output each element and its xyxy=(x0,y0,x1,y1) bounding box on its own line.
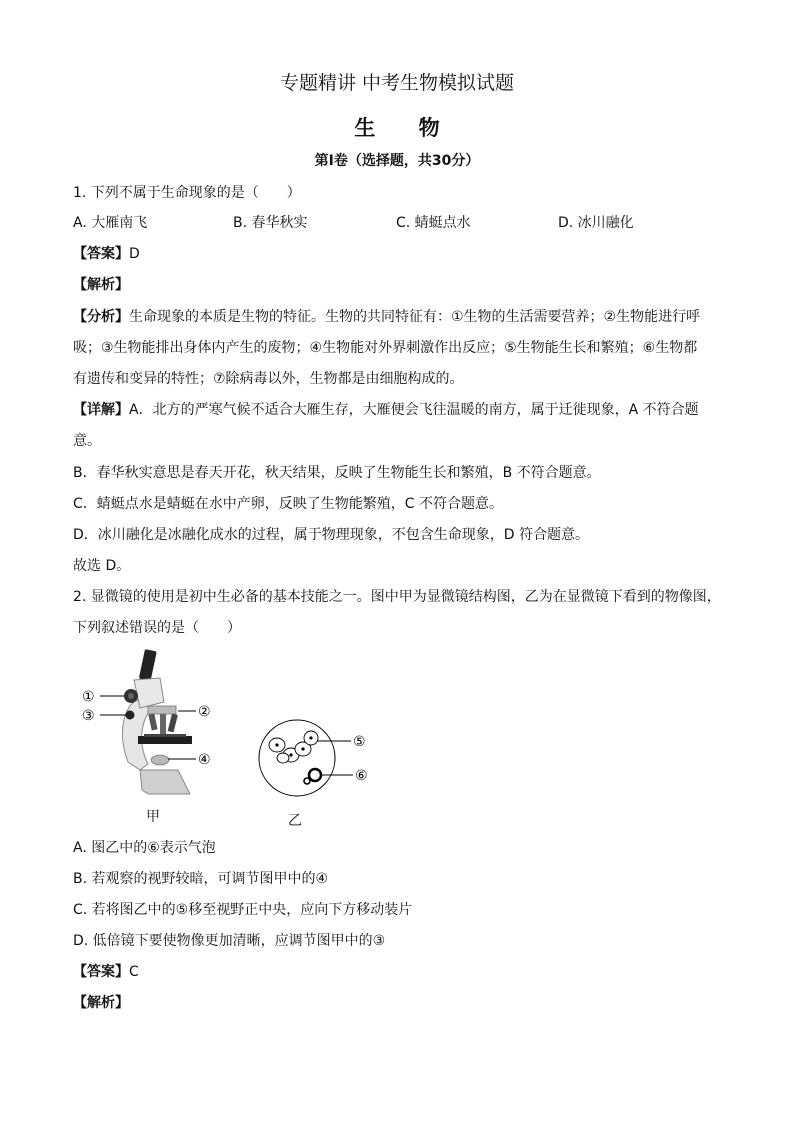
figure-label-jia: 甲 xyxy=(146,809,160,825)
q2-option-b: B. 若观察的视野较暗，可调节图甲中的④ xyxy=(73,871,329,887)
answer-value: C xyxy=(129,964,139,980)
page-title: 专题精讲 中考生物模拟试题 xyxy=(279,72,515,94)
marker-1: ① xyxy=(82,689,95,705)
q2-stem-line-1: 2. 显微镜的使用是初中生必备的基本技能之一。图中甲为显微镜结构图，乙为在显微镜下看到的物像图， xyxy=(73,589,721,605)
q1-analysis-tag: 【解析】 xyxy=(73,277,129,293)
q1-option-d: D. 冰川融化 xyxy=(558,215,634,231)
figure-label-yi: 乙 xyxy=(288,813,302,829)
q1-option-a: A. 大雁南飞 xyxy=(73,215,148,231)
xiangjie-text: A．北方的严寒气候不适合大雁生存，大雁便会飞往温暖的南方，属于迁徙现象，A 不符合题 xyxy=(129,402,699,418)
q1-xiangjie-line-2: 意。 xyxy=(73,433,101,449)
q1-xiangjie-line-3: B．春华秋实意思是春天开花，秋天结果，反映了生物能生长和繁殖，B 不符合题意。 xyxy=(73,465,601,481)
answer-value: D xyxy=(129,246,140,262)
marker-4: ④ xyxy=(198,752,211,768)
xiangjie-tag: 【详解】 xyxy=(73,402,129,418)
q2-answer xyxy=(73,962,139,982)
answer-tag: 【答案】 xyxy=(73,964,129,980)
microscope-figure xyxy=(78,644,228,804)
q1-option-c: C. 蜻蜓点水 xyxy=(396,215,471,231)
q1-fenxi-line-1 xyxy=(73,307,700,327)
q1-option-b: B. 春华秋实 xyxy=(233,215,308,231)
q2-option-d: D. 低倍镜下要使物像更加清晰，应调节图甲中的③ xyxy=(73,933,386,949)
q1-xiangjie-line-4: C．蜻蜓点水是蜻蜓在水中产卵，反映了生物能繁殖，C 不符合题意。 xyxy=(73,496,503,512)
q1-stem: 1. 下列不属于生命现象的是（ ） xyxy=(73,185,301,201)
q1-answer xyxy=(73,244,140,264)
marker-5: ⑤ xyxy=(353,734,366,750)
q1-fenxi-line-3: 有遗传和变异的特性；⑦除病毒以外，生物都是由细胞构成的。 xyxy=(73,371,464,387)
q2-option-a: A. 图乙中的⑥表示气泡 xyxy=(73,840,216,856)
subject-heading: 生 物 xyxy=(354,116,458,140)
fenxi-text: 生命现象的本质是生物的特征。生物的共同特征有：①生物的生活需要营养；②生物能进行呼 xyxy=(129,309,701,325)
q1-xiangjie-line-6: 故选 D。 xyxy=(73,558,131,574)
answer-tag: 【答案】 xyxy=(73,246,129,262)
marker-2: ② xyxy=(198,704,211,720)
marker-6: ⑥ xyxy=(355,768,368,784)
section-heading: 第Ⅰ卷（选择题，共30分） xyxy=(314,153,480,169)
field-of-view-figure xyxy=(255,712,385,812)
q2-analysis-tag: 【解析】 xyxy=(73,995,129,1011)
q1-xiangjie-line-1 xyxy=(73,400,699,420)
fenxi-tag: 【分析】 xyxy=(73,309,129,325)
marker-3: ③ xyxy=(82,708,95,724)
q2-option-c: C. 若将图乙中的⑤移至视野正中央，应向下方移动装片 xyxy=(73,902,413,918)
q1-xiangjie-line-5: D．冰川融化是冰融化成水的过程，属于物理现象，不包含生命现象，D 符合题意。 xyxy=(73,527,590,543)
q1-fenxi-line-2: 吸；③生物能排出身体内产生的废物；④生物能对外界刺激作出反应；⑤生物能生长和繁殖；⑥生物都 xyxy=(73,340,698,356)
q2-stem-line-2: 下列叙述错误的是（ ） xyxy=(73,620,241,636)
